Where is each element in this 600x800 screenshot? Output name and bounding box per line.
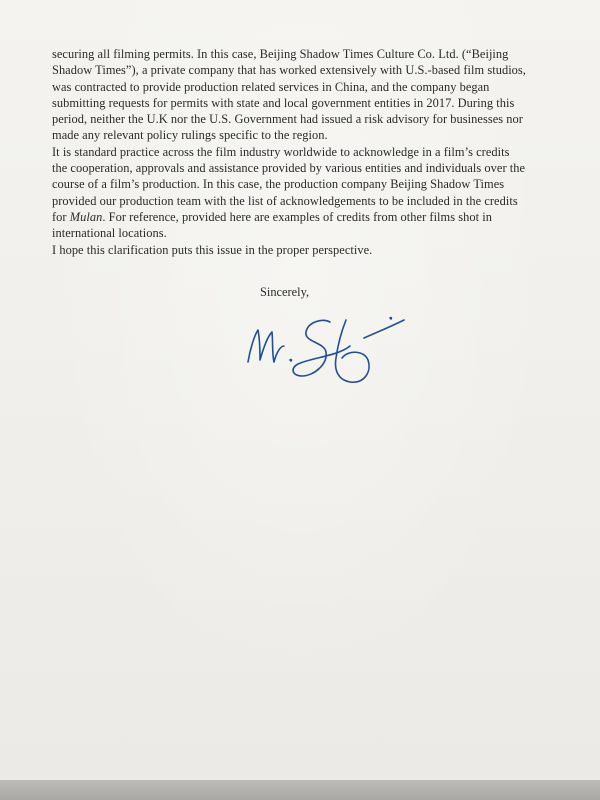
text-line: course of a film’s production. In this case, the production company Beijing Shadow Times bbox=[52, 177, 505, 192]
text-line: made any relevant policy rulings specific to the region. bbox=[52, 128, 328, 143]
text-line: international locations. bbox=[52, 226, 167, 241]
text-line: It is standard practice across the film industry worldwide to acknowledge in a film’s credits bbox=[52, 144, 510, 159]
text-line: provided our production team with the list of acknowledgements to be included in the credits bbox=[52, 193, 518, 208]
text-line: I hope this clarification puts this issue in the proper perspective. bbox=[52, 242, 373, 257]
text-fragment: . For reference, provided here are examples of credits from other films shot in bbox=[102, 209, 492, 224]
paragraph-permits bbox=[52, 46, 562, 144]
paragraph-credits bbox=[52, 144, 562, 242]
closing-salutation: Sincerely, bbox=[260, 285, 310, 299]
paragraph-clarification bbox=[52, 242, 562, 258]
text-line: was contracted to provide production related services in China, and the company began bbox=[52, 79, 490, 94]
text-line: the cooperation, approvals and assistance provided by various entities and individuals over the bbox=[52, 161, 526, 176]
text-line: submitting requests for permits with state and local government entities in 2017. During this bbox=[52, 95, 515, 110]
text-line bbox=[52, 209, 562, 225]
table-surface bbox=[0, 780, 600, 800]
text-line: period, neither the U.K nor the U.S. Government had issued a risk advisory for businesses nor bbox=[52, 112, 523, 127]
film-title: Mulan bbox=[69, 209, 103, 224]
handwritten-signature bbox=[238, 300, 418, 390]
text-fragment: for bbox=[52, 209, 70, 224]
text-line: securing all filming permits. In this case, Beijing Shadow Times Culture Co. Ltd. (“Beijing bbox=[52, 47, 509, 61]
letter-body bbox=[52, 46, 562, 258]
text-line: Shadow Times”), a private company that has worked extensively with U.S.-based film studios, bbox=[52, 63, 526, 78]
